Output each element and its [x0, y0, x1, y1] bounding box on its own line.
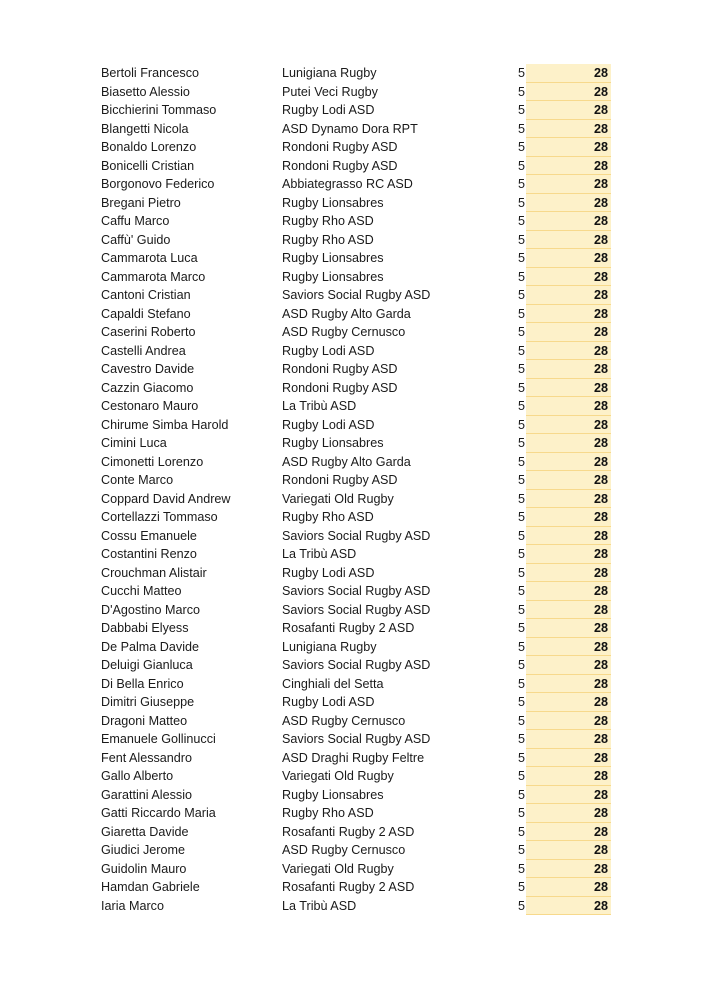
- table-row: [101, 323, 611, 342]
- team-name-cell: Rosafanti Rugby 2 ASD: [282, 824, 415, 839]
- team-name-cell: ASD Rugby Cernusco: [282, 843, 406, 857]
- player-name-cell: Bertoli Francesco: [101, 66, 199, 80]
- points-cell: 28: [526, 212, 611, 231]
- player-name-cell: Giudici Jerome: [101, 843, 185, 857]
- player-name-cell: Cimini Luca: [101, 436, 167, 450]
- table-row: [101, 878, 611, 897]
- player-name-cell: D'Agostino Marco: [101, 602, 200, 617]
- points-cell: 28: [526, 194, 611, 213]
- points-cell: 28: [526, 286, 611, 305]
- count-cell: 5: [518, 787, 526, 802]
- count-cell: 5: [518, 288, 526, 302]
- table-row: [101, 138, 611, 157]
- player-name-cell: Gallo Alberto: [101, 769, 174, 783]
- player-name-cell: Blangetti Nicola: [101, 121, 189, 136]
- table-row: [101, 860, 611, 879]
- count-cell: 5: [518, 140, 526, 154]
- count-cell: 5: [518, 343, 526, 358]
- table-row: [101, 527, 611, 546]
- points-cell: 28: [526, 823, 611, 842]
- count-cell: 5: [518, 325, 526, 339]
- count-cell: 5: [518, 121, 526, 136]
- table-row: [101, 342, 611, 361]
- count-cell: 5: [518, 66, 526, 80]
- team-name-cell: Rondoni Rugby ASD: [282, 362, 398, 376]
- points-cell: 28: [526, 582, 611, 601]
- player-name-cell: Cimonetti Lorenzo: [101, 454, 204, 469]
- player-name-cell: Cammarota Marco: [101, 269, 206, 284]
- count-cell: 5: [518, 510, 526, 524]
- player-name-cell: Biasetto Alessio: [101, 84, 190, 99]
- count-cell: 5: [518, 676, 526, 691]
- player-name-cell: Bregani Pietro: [101, 195, 181, 210]
- player-name-cell: Costantini Renzo: [101, 547, 197, 561]
- count-cell: 5: [518, 454, 526, 469]
- points-cell: 28: [526, 786, 611, 805]
- count-cell: 5: [518, 417, 526, 432]
- team-name-cell: Putei Veci Rugby: [282, 84, 378, 99]
- team-name-cell: Rugby Lodi ASD: [282, 103, 375, 117]
- count-cell: 5: [518, 880, 526, 894]
- player-name-cell: Cossu Emanuele: [101, 528, 197, 543]
- points-cell: 28: [526, 804, 611, 823]
- team-name-cell: Rondoni Rugby ASD: [282, 380, 398, 395]
- team-name-cell: La Tribù ASD: [282, 898, 357, 913]
- team-name-cell: Rosafanti Rugby 2 ASD: [282, 880, 415, 894]
- player-name-cell: Borgonovo Federico: [101, 177, 215, 191]
- team-name-cell: Rugby Lionsabres: [282, 195, 384, 210]
- points-cell: 28: [526, 64, 611, 83]
- count-cell: 5: [518, 177, 526, 191]
- count-cell: 5: [518, 84, 526, 99]
- points-cell: 28: [526, 878, 611, 897]
- team-name-cell: Cinghiali del Setta: [282, 676, 384, 691]
- table-row: [101, 712, 611, 731]
- table-row: [101, 675, 611, 694]
- table-row: [101, 360, 611, 379]
- points-cell: 28: [526, 416, 611, 435]
- count-cell: 5: [518, 713, 526, 728]
- player-name-cell: Cucchi Matteo: [101, 584, 182, 598]
- count-cell: 5: [518, 528, 526, 543]
- table-row: [101, 212, 611, 231]
- player-name-cell: Bonaldo Lorenzo: [101, 140, 197, 154]
- team-name-cell: Rugby Rho ASD: [282, 214, 374, 228]
- count-cell: 5: [518, 399, 526, 413]
- player-table: [101, 64, 611, 915]
- points-cell: 28: [526, 508, 611, 527]
- team-name-cell: ASD Rugby Cernusco: [282, 325, 406, 339]
- table-row: [101, 157, 611, 176]
- table-row: [101, 730, 611, 749]
- count-cell: 5: [518, 824, 526, 839]
- player-name-cell: Emanuele Gollinucci: [101, 732, 216, 746]
- table-row: [101, 490, 611, 509]
- points-cell: 28: [526, 545, 611, 564]
- table-row: [101, 231, 611, 250]
- count-cell: 5: [518, 362, 526, 376]
- team-name-cell: Lunigiana Rugby: [282, 639, 377, 654]
- team-name-cell: Rondoni Rugby ASD: [282, 473, 398, 487]
- team-name-cell: Variegati Old Rugby: [282, 861, 394, 876]
- count-cell: 5: [518, 695, 526, 709]
- team-name-cell: Saviors Social Rugby ASD: [282, 732, 431, 746]
- player-name-cell: Dabbabi Elyess: [101, 621, 189, 635]
- table-row: [101, 101, 611, 120]
- team-name-cell: Rondoni Rugby ASD: [282, 140, 398, 154]
- player-name-cell: Giaretta Davide: [101, 824, 189, 839]
- table-row: [101, 693, 611, 712]
- team-name-cell: Rugby Lionsabres: [282, 251, 384, 265]
- table-row: [101, 656, 611, 675]
- team-name-cell: Saviors Social Rugby ASD: [282, 528, 431, 543]
- points-cell: 28: [526, 656, 611, 675]
- player-name-cell: Bicchierini Tommaso: [101, 103, 217, 117]
- team-name-cell: Variegati Old Rugby: [282, 769, 394, 783]
- count-cell: 5: [518, 251, 526, 265]
- player-name-cell: Cammarota Luca: [101, 251, 198, 265]
- team-name-cell: Rugby Lionsabres: [282, 436, 384, 450]
- points-cell: 28: [526, 120, 611, 139]
- team-name-cell: Rosafanti Rugby 2 ASD: [282, 621, 415, 635]
- team-name-cell: ASD Dynamo Dora RPT: [282, 121, 418, 136]
- player-name-cell: Gatti Riccardo Maria: [101, 806, 216, 820]
- player-name-cell: Castelli Andrea: [101, 343, 186, 358]
- team-name-cell: Rugby Rho ASD: [282, 806, 374, 820]
- table-row: [101, 434, 611, 453]
- points-cell: 28: [526, 249, 611, 268]
- table-row: [101, 508, 611, 527]
- player-name-cell: Conte Marco: [101, 473, 174, 487]
- count-cell: 5: [518, 306, 526, 321]
- points-cell: 28: [526, 675, 611, 694]
- count-cell: 5: [518, 750, 526, 765]
- points-cell: 28: [526, 323, 611, 342]
- player-name-cell: Capaldi Stefano: [101, 306, 191, 321]
- table-row: [101, 471, 611, 490]
- count-cell: 5: [518, 584, 526, 598]
- team-name-cell: Saviors Social Rugby ASD: [282, 288, 431, 302]
- points-cell: 28: [526, 101, 611, 120]
- points-cell: 28: [526, 175, 611, 194]
- points-cell: 28: [526, 138, 611, 157]
- count-cell: 5: [518, 732, 526, 746]
- points-cell: 28: [526, 619, 611, 638]
- team-name-cell: Variegati Old Rugby: [282, 491, 394, 506]
- count-cell: 5: [518, 195, 526, 210]
- table-row: [101, 416, 611, 435]
- points-cell: 28: [526, 564, 611, 583]
- count-cell: 5: [518, 898, 526, 913]
- points-cell: 28: [526, 342, 611, 361]
- count-cell: 5: [518, 436, 526, 450]
- table-row: [101, 379, 611, 398]
- points-cell: 28: [526, 490, 611, 509]
- points-cell: 28: [526, 601, 611, 620]
- count-cell: 5: [518, 269, 526, 284]
- player-name-cell: Cantoni Cristian: [101, 288, 191, 302]
- player-name-cell: Iaria Marco: [101, 898, 164, 913]
- count-cell: 5: [518, 103, 526, 117]
- points-cell: 28: [526, 268, 611, 287]
- team-name-cell: Rugby Lionsabres: [282, 787, 384, 802]
- player-name-cell: Cestonaro Mauro: [101, 399, 199, 413]
- table-row: [101, 841, 611, 860]
- points-cell: 28: [526, 379, 611, 398]
- player-name-cell: Coppard David Andrew: [101, 491, 231, 506]
- table-row: [101, 582, 611, 601]
- points-cell: 28: [526, 471, 611, 490]
- player-name-cell: Caffu Marco: [101, 214, 170, 228]
- table-row: [101, 564, 611, 583]
- count-cell: 5: [518, 769, 526, 783]
- points-cell: 28: [526, 712, 611, 731]
- table-row: [101, 249, 611, 268]
- table-row: [101, 804, 611, 823]
- table-row: [101, 120, 611, 139]
- player-name-cell: Dimitri Giuseppe: [101, 695, 195, 709]
- team-name-cell: Rugby Rho ASD: [282, 232, 374, 247]
- count-cell: 5: [518, 639, 526, 654]
- player-name-cell: Caserini Roberto: [101, 325, 196, 339]
- player-name-cell: Di Bella Enrico: [101, 676, 184, 691]
- points-cell: 28: [526, 397, 611, 416]
- points-cell: 28: [526, 231, 611, 250]
- count-cell: 5: [518, 806, 526, 820]
- table-row: [101, 545, 611, 564]
- table-row: [101, 194, 611, 213]
- team-name-cell: La Tribù ASD: [282, 399, 357, 413]
- team-name-cell: Rugby Rho ASD: [282, 510, 374, 524]
- table-row: [101, 749, 611, 768]
- team-name-cell: Saviors Social Rugby ASD: [282, 584, 431, 598]
- points-cell: 28: [526, 360, 611, 379]
- points-cell: 28: [526, 305, 611, 324]
- count-cell: 5: [518, 547, 526, 561]
- team-name-cell: Rugby Lodi ASD: [282, 417, 375, 432]
- table-row: [101, 268, 611, 287]
- team-name-cell: ASD Draghi Rugby Feltre: [282, 750, 425, 765]
- table-row: [101, 823, 611, 842]
- team-name-cell: ASD Rugby Alto Garda: [282, 454, 411, 469]
- count-cell: 5: [518, 380, 526, 395]
- team-name-cell: Saviors Social Rugby ASD: [282, 602, 431, 617]
- player-name-cell: Garattini Alessio: [101, 787, 192, 802]
- player-name-cell: Bonicelli Cristian: [101, 158, 195, 173]
- count-cell: 5: [518, 843, 526, 857]
- count-cell: 5: [518, 473, 526, 487]
- points-cell: 28: [526, 527, 611, 546]
- table-row: [101, 786, 611, 805]
- player-name-cell: Cazzin Giacomo: [101, 380, 194, 395]
- team-name-cell: ASD Rugby Alto Garda: [282, 306, 411, 321]
- count-cell: 5: [518, 214, 526, 228]
- team-name-cell: Rondoni Rugby ASD: [282, 158, 398, 173]
- points-cell: 28: [526, 860, 611, 879]
- count-cell: 5: [518, 621, 526, 635]
- team-name-cell: Saviors Social Rugby ASD: [282, 658, 431, 672]
- points-cell: 28: [526, 841, 611, 860]
- points-cell: 28: [526, 897, 611, 916]
- player-name-cell: Chirume Simba Harold: [101, 417, 229, 432]
- points-cell: 28: [526, 767, 611, 786]
- count-cell: 5: [518, 861, 526, 876]
- table-row: [101, 175, 611, 194]
- team-name-cell: Abbiategrasso RC ASD: [282, 177, 413, 191]
- points-cell: 28: [526, 157, 611, 176]
- player-name-cell: Guidolin Mauro: [101, 861, 187, 876]
- table-row: [101, 619, 611, 638]
- count-cell: 5: [518, 491, 526, 506]
- team-name-cell: Lunigiana Rugby: [282, 66, 377, 80]
- table-row: [101, 453, 611, 472]
- table-row: [101, 397, 611, 416]
- table-row: [101, 767, 611, 786]
- player-name-cell: De Palma Davide: [101, 639, 199, 654]
- player-name-cell: Caffù' Guido: [101, 232, 171, 247]
- count-cell: 5: [518, 658, 526, 672]
- table-row: [101, 305, 611, 324]
- player-name-cell: Fent Alessandro: [101, 750, 193, 765]
- points-cell: 28: [526, 730, 611, 749]
- player-name-cell: Dragoni Matteo: [101, 713, 188, 728]
- points-cell: 28: [526, 693, 611, 712]
- team-name-cell: Rugby Lionsabres: [282, 269, 384, 284]
- table-row: [101, 897, 611, 916]
- points-cell: 28: [526, 453, 611, 472]
- player-name-cell: Deluigi Gianluca: [101, 658, 193, 672]
- table-row: [101, 638, 611, 657]
- points-cell: 28: [526, 83, 611, 102]
- player-name-cell: Cortellazzi Tommaso: [101, 510, 218, 524]
- table-row: [101, 83, 611, 102]
- count-cell: 5: [518, 565, 526, 580]
- count-cell: 5: [518, 232, 526, 247]
- player-name-cell: Hamdan Gabriele: [101, 880, 200, 894]
- player-name-cell: Crouchman Alistair: [101, 565, 207, 580]
- team-name-cell: Rugby Lodi ASD: [282, 565, 375, 580]
- table-row: [101, 64, 611, 83]
- points-cell: 28: [526, 749, 611, 768]
- count-cell: 5: [518, 602, 526, 617]
- table-row: [101, 286, 611, 305]
- count-cell: 5: [518, 158, 526, 173]
- points-cell: 28: [526, 638, 611, 657]
- team-name-cell: Rugby Lodi ASD: [282, 343, 375, 358]
- points-cell: 28: [526, 434, 611, 453]
- table-row: [101, 601, 611, 620]
- team-name-cell: La Tribù ASD: [282, 547, 357, 561]
- team-name-cell: Rugby Lodi ASD: [282, 695, 375, 709]
- player-name-cell: Cavestro Davide: [101, 362, 195, 376]
- team-name-cell: ASD Rugby Cernusco: [282, 713, 406, 728]
